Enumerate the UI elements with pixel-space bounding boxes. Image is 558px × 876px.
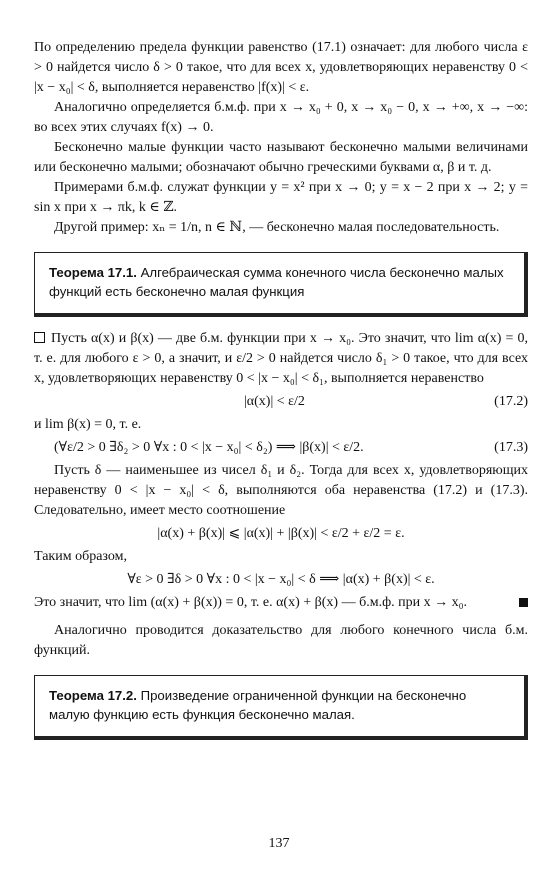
- proof-intro: Пусть α(x) и β(x) — две б.м. функции при x → x₀. Это значит, что lim α(x) = 0, т. е. для любого ε > 0, а значит, и ε/2 > 0 найдется число δ₁ > 0 такое, что для всех x, удовлетворяющих неравенству 0 < |x − x₀| < δ₁, выполняется неравенство: [34, 331, 528, 386]
- equation-17-3-body: (∀ε/2 > 0 ∃δ₂ > 0 ∀x : 0 < |x − x₀| < δ₂) ⟹ |β(x)| < ε/2.: [54, 440, 364, 455]
- theorem-17-1-text: Алгебраическая сумма конечного числа бесконечно малых функций есть бесконечно малая функция: [49, 265, 504, 299]
- page-content: [34, 38, 528, 752]
- paragraph-analog: Аналогично определяется б.м.ф. при x → x₀ + 0, x → x₀ − 0, x → +∞, x → −∞: во всех этих случаях f(x) → 0.: [34, 100, 528, 135]
- theorem-17-2-label: Теорема 17.2.: [49, 688, 137, 703]
- theorem-17-1-label: Теорема 17.1.: [49, 265, 137, 280]
- paragraph-sequence-example: Другой пример: xₙ = 1/n, n ∈ ℕ, — бесконечно малая последовательность.: [54, 220, 500, 235]
- proof-conclusion: Это значит, что lim (α(x) + β(x)) = 0, т. е. α(x) + β(x) — б.м.ф. при x → x₀.: [34, 593, 528, 613]
- paragraph-definition: По определению предела функции равенство (17.1) означает: для любого числа ε > 0 найдется число δ > 0 такое, что для всех x, удовлетворяющих неравенству 0 < |x − x₀| < δ, выполняется неравенство |f(x)| < ε.: [34, 40, 528, 95]
- equation-sum-estimate: |α(x) + β(x)| ⩽ |α(x)| + |β(x)| < ε/2 + ε/2 = ε.: [157, 526, 405, 541]
- paragraph-analogous-proof: Аналогично проводится доказательство для любого конечного числа б.м. функций.: [34, 623, 528, 658]
- proof-thus: Таким образом,: [34, 549, 127, 564]
- equation-17-2: [34, 389, 528, 415]
- equation-17-3: [34, 435, 528, 461]
- theorem-17-1-box: [34, 252, 528, 317]
- theorem-17-2-text: Произведение ограниченной функции на бесконечно малую функцию есть функция бесконечно малая.: [49, 688, 467, 722]
- qed-icon: [519, 598, 528, 607]
- equation-17-2-body: |α(x)| < ε/2: [244, 394, 305, 409]
- equation-17-3-number: (17.3): [494, 440, 528, 455]
- theorem-17-2-box: [34, 675, 528, 740]
- page-number: 137: [268, 836, 290, 851]
- proof-beta-limit: и lim β(x) = 0, т. е.: [34, 417, 142, 432]
- paragraph-examples: Примерами б.м.ф. служат функции y = x² при x → 0; y = x − 2 при x → 2; y = sin x при x → πk, k ∈ ℤ.: [34, 180, 528, 215]
- proof-start-icon: [34, 332, 45, 343]
- equation-17-2-number: (17.2): [494, 394, 528, 409]
- proof-delta-choice: Пусть δ — наименьшее из чисел δ₁ и δ₂. Тогда для всех x, удовлетворяющих неравенству 0 < |x − x₀| < δ, выполняются оба неравенства (17.2) и (17.3). Следовательно, имеет место соотношение: [34, 463, 528, 518]
- equation-final: ∀ε > 0 ∃δ > 0 ∀x : 0 < |x − x₀| < δ ⟹ |α(x) + β(x)| < ε.: [127, 572, 435, 587]
- paragraph-naming: Бесконечно малые функции часто называют бесконечно малыми величинами или бесконечно малыми; обозначают обычно греческими буквами α, β и т. д.: [34, 140, 528, 175]
